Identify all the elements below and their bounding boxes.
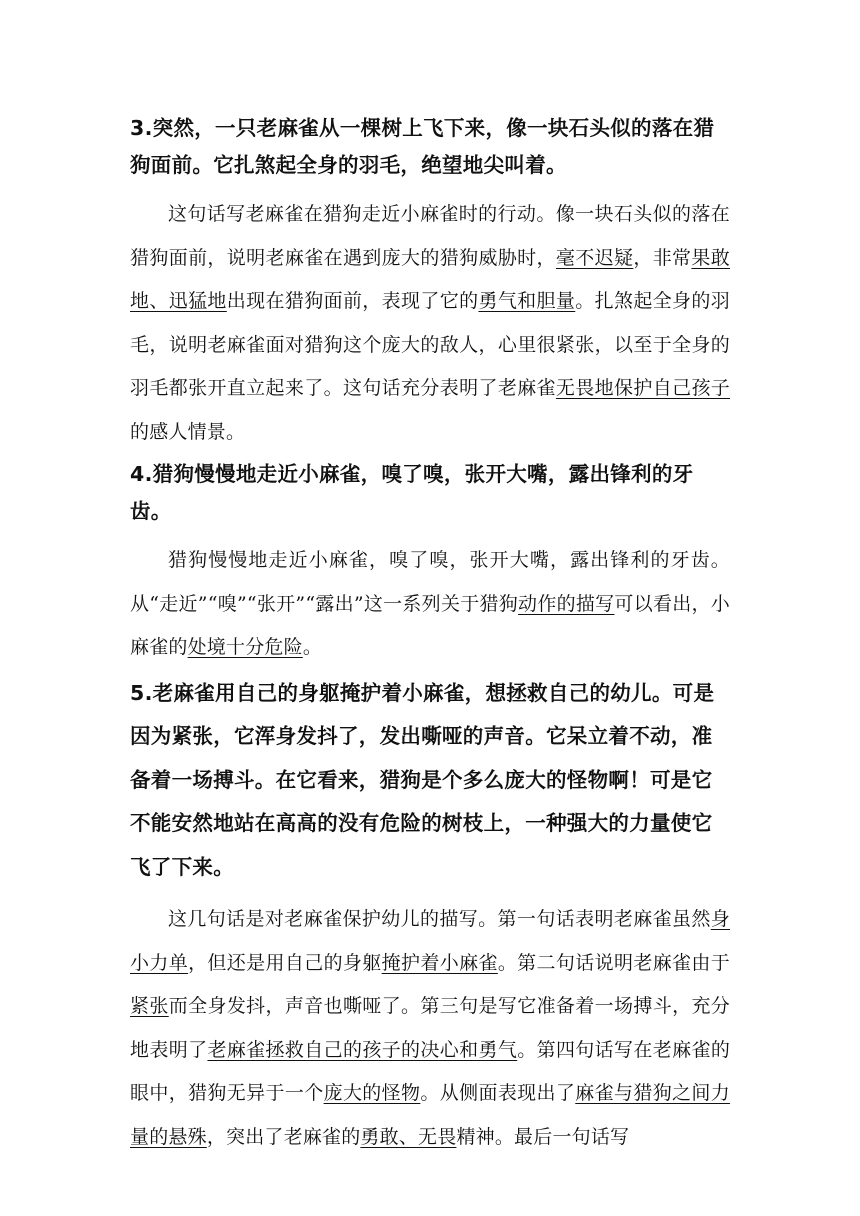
text-run: 。 [302,636,323,658]
section-3 [130,110,730,454]
underlined-phrase: 掩护着小麻雀 [381,951,498,974]
section-5 [130,672,730,1160]
section-heading: 4.猎狗慢慢地走近小麻雀，嗅了嗅，张开大嘴，露出锋利的牙齿。 [130,462,694,523]
text-run: 出现在猎狗面前，表现了它的 [226,290,479,312]
text-run: ，突出了老麻雀的 [206,1125,361,1148]
underlined-phrase: 毫不迟疑 [555,246,634,269]
underlined-phrase: 勇气和胆量 [478,290,576,312]
underlined-phrase: 勇敢、无畏 [360,1125,457,1148]
underlined-phrase: 老麻雀拯救自己的孩子的决心和勇气 [207,1038,518,1061]
text-run: 。第四句话写在老麻雀的眼中，猎狗无异于一个 [130,1038,731,1104]
section-4 [130,456,730,670]
underlined-phrase: 果敢地、迅猛地 [130,246,730,312]
text-run: 精神。最后一句话写 [456,1125,630,1148]
underlined-phrase: 庞大的怪物 [323,1082,421,1104]
underlined-phrase: 身小力单 [130,908,730,974]
text-run: 。从侧面表现出了 [420,1082,576,1104]
section-heading: 3.突然，一只老麻雀从一棵树上飞下来，像一块石头似的落在猎狗面前。它扎煞起全身的羽毛，绝望地尖叫着。 [130,116,715,177]
section-heading: 5.老麻雀用自己的身躯掩护着小麻雀，想拯救自己的幼儿。可是因为紧张，它浑身发抖了，发出嘶哑的声音。它呆立着不动，准备着一场搏斗。在它看来，猎狗是个多么庞大的怪物啊！可是它不能安然地站在高高的没有危险的树枝上，一种强大的力量使它飞了下来。 [130,680,715,879]
text-run: 可以看出，小麻雀的 [130,592,730,658]
document-page [130,110,730,1159]
text-run: 而全身发抖，声音也嘶哑了。第三句是写它准备着一场搏斗，充分地表明了 [130,995,730,1061]
underlined-phrase: 处境十分危险 [187,636,303,658]
underlined-phrase: 动作的描写 [518,592,615,615]
section-paragraph [130,898,730,1159]
underlined-phrase: 紧张 [130,995,169,1017]
underlined-phrase: 无畏地保护自己孩子 [555,377,730,399]
text-run: 猎狗慢慢地走近小麻雀，嗅了嗅，张开大嘴，露出锋利的牙齿。从“走近”“嗅”“张开”“露出”这一系列关于猎狗 [130,549,730,615]
underlined-phrase: 麻雀与猎狗之间力量的悬殊 [130,1082,730,1148]
section-paragraph [130,193,730,454]
text-run: 这句话写老麻雀在猎狗走近小麻雀时的行动。像一块石头似的落在猎狗面前，说明老麻雀在遇到庞大的猎狗威胁时， [130,203,730,269]
text-run: 。扎煞起全身的羽毛，说明老麻雀面对猎狗这个庞大的敌人，心里很紧张，以至于全身的羽毛都张开直立起来了。这句话充分表明了老麻雀 [130,290,730,399]
text-run: 。第二句话说明老麻雀由于 [497,951,730,974]
text-run: 的感人情景。 [130,420,246,443]
text-run: ，非常 [633,246,692,269]
text-run: 这几句话是对老麻雀保护幼儿的描写。第一句话表明老麻雀虽然 [168,908,711,930]
text-run: ，但还是用自己的身躯 [188,951,382,974]
section-paragraph [130,539,730,670]
